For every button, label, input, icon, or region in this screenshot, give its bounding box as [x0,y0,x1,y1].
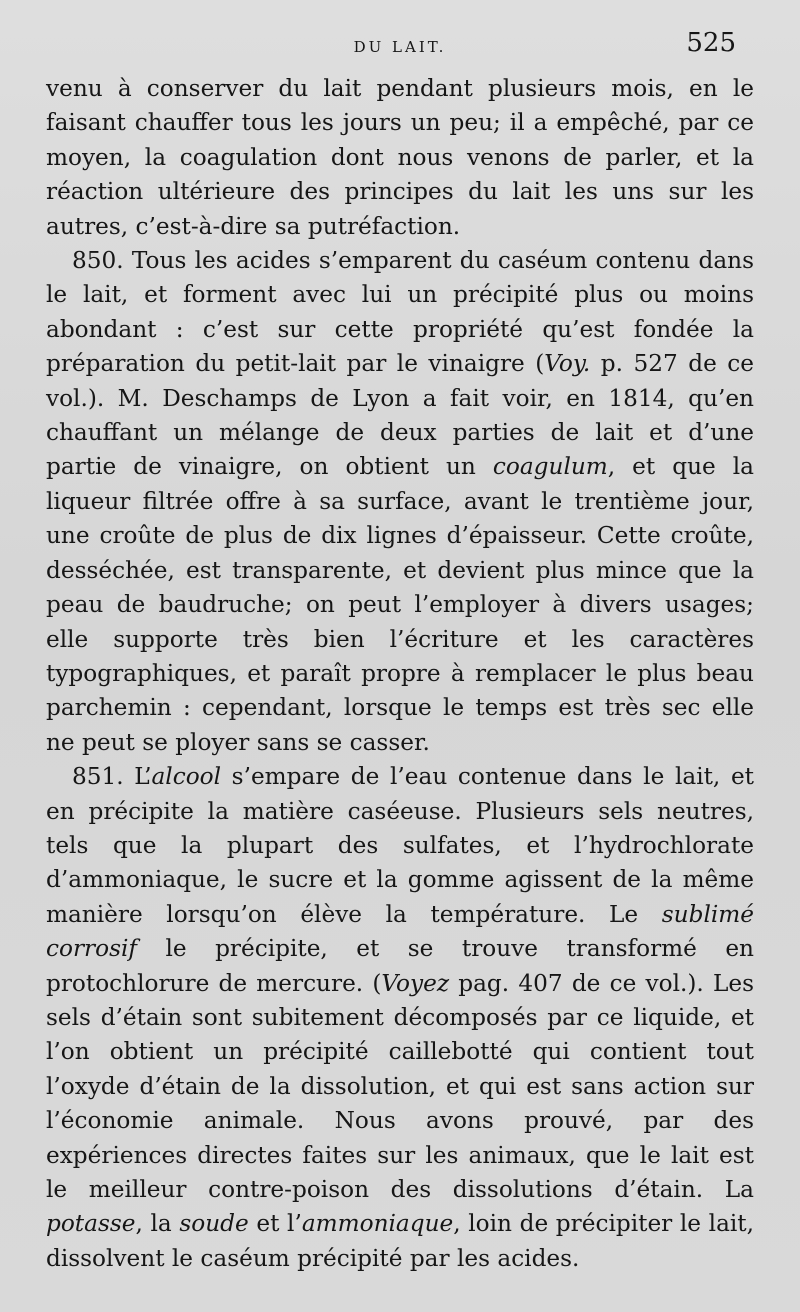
page-number: 525 [686,28,736,58]
italic-term: Voy. [544,350,591,378]
italic-term: sublimé corrosif [46,900,754,963]
text-run: p. 527 de ce vol.). M. Deschamps de Lyon a fait voir, en 1814, qu’en chauffant un mélange de deux parties de lait et d’une partie de vinaigre, on obtient un [46,350,754,481]
paragraph-850 [46,244,754,760]
italic-term: alcool [151,763,222,791]
running-head [46,28,754,72]
text-run: 850. Tous les acides s’emparent du caséum contenu dans le lait, et forment avec lui un précipité plus ou moins abondant : c’est sur cette propriété qu’est fondée la préparation du petit-lait par le vinaigre ( [46,247,754,378]
paragraph-851 [46,760,754,1276]
text-run: , et que la liqueur filtrée offre à sa surface, avant le trentième jour, une croûte de plus de dix lignes d’épaisseur. Cette croûte, desséchée, est transparente, et devient plus mince que la peau de baudruche; on peut l’employer à divers usages; elle supporte très bien l’écriture et les caractères typographiques, et paraît propre à remplacer le plus beau parchemin : cependant, lorsque le temps est très sec elle ne peut se ployer sans se casser. [46,453,754,756]
text-run: , la [135,1210,180,1238]
text-run: venu à conserver du lait pendant plusieurs mois, en le faisant chauffer tous les jours un peu; il a empêché, par ce moyen, la coagulation dont nous venons de parler, et la réaction ultérieure des principes du lait les uns sur les autres, c’est-à-dire sa putréfaction. [46,75,754,240]
text-run: pag. 407 de ce vol.). Les sels d’étain sont subitement décomposés par ce liquide, et l’on obtient un précipité caillebotté qui contient tout l’oxyde d’étain de la dissolution, et qui est sans action sur l’économie animale. Nous avons prouvé, par des expériences directes faites sur les animaux, que le lait est le meilleur contre-poison des dissolutions d’étain. La [46,969,754,1203]
italic-term: soude [179,1210,249,1238]
paragraph-continuation [46,72,754,244]
running-title: DU LAIT. [353,38,447,56]
text-run: 851. L’ [72,763,152,791]
text-run: le précipite, et se trouve transformé en protochlorure de mercure. ( [46,935,754,997]
italic-term: potasse [46,1210,136,1238]
body-text [46,72,754,1276]
italic-term: coagulum [492,453,608,481]
text-run: et l’ [248,1210,302,1238]
italic-term: ammoniaque [301,1210,454,1238]
text-run: s’empare de l’eau contenue dans le lait, et en précipite la matière caséeuse. Plusieurs sels neutres, tels que la plupart des sulfates, et l’hydrochlorate d’ammoniaque, le sucre et la gomme agissent de la même manière lorsqu’on élève la température. Le [46,763,754,928]
text-run: , loin de précipiter le lait, dissolvent le caséum précipité par les acides. [46,1210,754,1272]
italic-term: Voyez [381,969,450,997]
